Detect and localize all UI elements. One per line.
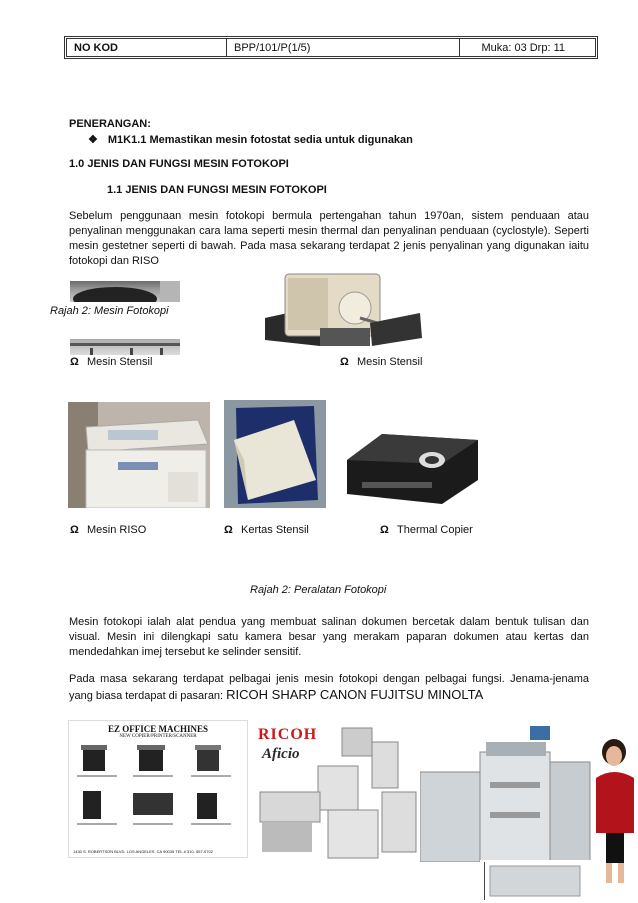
subsection-heading: 1.1 JENIS DAN FUNGSI MESIN FOTOKOPI: [107, 184, 327, 196]
paragraph-definition: Mesin fotokopi ialah alat pendua yang membuat salinan dokumen bercetak dalam bentuk tulisan dan visual. Mesin ini dilengkapi satu kamera besar yang merakam paparan dokumen atau kertas dan mendedahkan imej tersebut ke selinder sensitif.: [69, 616, 589, 658]
label-thermal-copier: Ω Thermal Copier: [380, 524, 473, 536]
photo-stencil-machine-bottom: [70, 339, 180, 355]
label-kertas-stensil: Ω Kertas Stensil: [224, 524, 309, 536]
penerangan-heading: PENERANGAN:: [69, 118, 151, 130]
objective-text: M1K1.1 Memastikan mesin fotostat sedia untuk digunakan: [107, 133, 413, 146]
ad-address: 1430 S. ROBERTSON BLVD. LOS ANGELES, CA 90035 TEL # 310- 557-0702: [73, 849, 213, 854]
figure1-caption: Rajah 2: Mesin Fotokopi: [50, 305, 169, 317]
ad-title: EZ OFFICE MACHINES: [107, 724, 208, 734]
ad-ez-office-machines: [68, 720, 248, 858]
section-heading: 1.0 JENIS DAN FUNGSI MESIN FOTOKOPI: [69, 158, 289, 170]
kod-value: BPP/101/P(1/5): [227, 39, 460, 56]
photo-stencil-machine-top: [70, 281, 180, 302]
omega-bullet-icon: Ω: [224, 524, 233, 536]
diamond-bullet-icon: ❖: [88, 134, 98, 146]
aficio-logo: Aficio: [262, 746, 300, 762]
objective: [88, 133, 413, 146]
ad-subtitle: NEW COPIER/PRINTER/SCANNER: [119, 734, 197, 739]
label-mesin-stensil-1: Ω Mesin Stensil: [70, 356, 153, 368]
photo-production-copier: [420, 722, 592, 862]
photo-gestetner-machine: [260, 268, 425, 353]
omega-bullet-icon: Ω: [340, 356, 349, 368]
omega-bullet-icon: Ω: [380, 524, 389, 536]
photo-stencil-paper: [224, 400, 326, 508]
paragraph-brands: Pada masa sekarang terdapat pelbagai jenis mesin fotokopi dengan pelbagai fungsi. Jenama-jenama yang biasa terdapat di pasaran: RICOH SHARP CANON FUJITSU MINOLTA: [69, 673, 589, 702]
label-mesin-stensil-2: Ω Mesin Stensil: [340, 356, 423, 368]
photo-riso-machine: [68, 402, 210, 508]
page-number: Muka: 03 Drp: 11: [481, 41, 565, 54]
kod-label: NO KOD: [67, 39, 227, 56]
omega-bullet-icon: Ω: [70, 524, 79, 536]
photo-paper-tray: [480, 860, 592, 900]
ricoh-logo: RICOH: [258, 726, 318, 743]
ricoh-aficio-image: [252, 722, 420, 860]
header-table: [64, 36, 598, 59]
omega-bullet-icon: Ω: [70, 356, 79, 368]
figure2-caption: Rajah 2: Peralatan Fotokopi: [250, 584, 387, 596]
intro-paragraph: Sebelum penggunaan mesin fotokopi bermula pertengahan tahun 1970an, sistem penduaan atau penyalinan menggunakan cara lama seperti mesin thermal dan penyalinan penduaan (cyclostyle). Seperti mesin gestetner seperti di bawah. Pada masa sekarang terdapat 2 jenis penyalinan yang digunakan iaitu fotokopi dan RISO: [69, 210, 589, 267]
label-mesin-riso: Ω Mesin RISO: [70, 524, 147, 536]
photo-thermal-copier: [342, 430, 482, 506]
brand-list: RICOH SHARP CANON FUJITSU MINOLTA: [226, 687, 484, 702]
photo-presenter-woman: [592, 738, 638, 888]
